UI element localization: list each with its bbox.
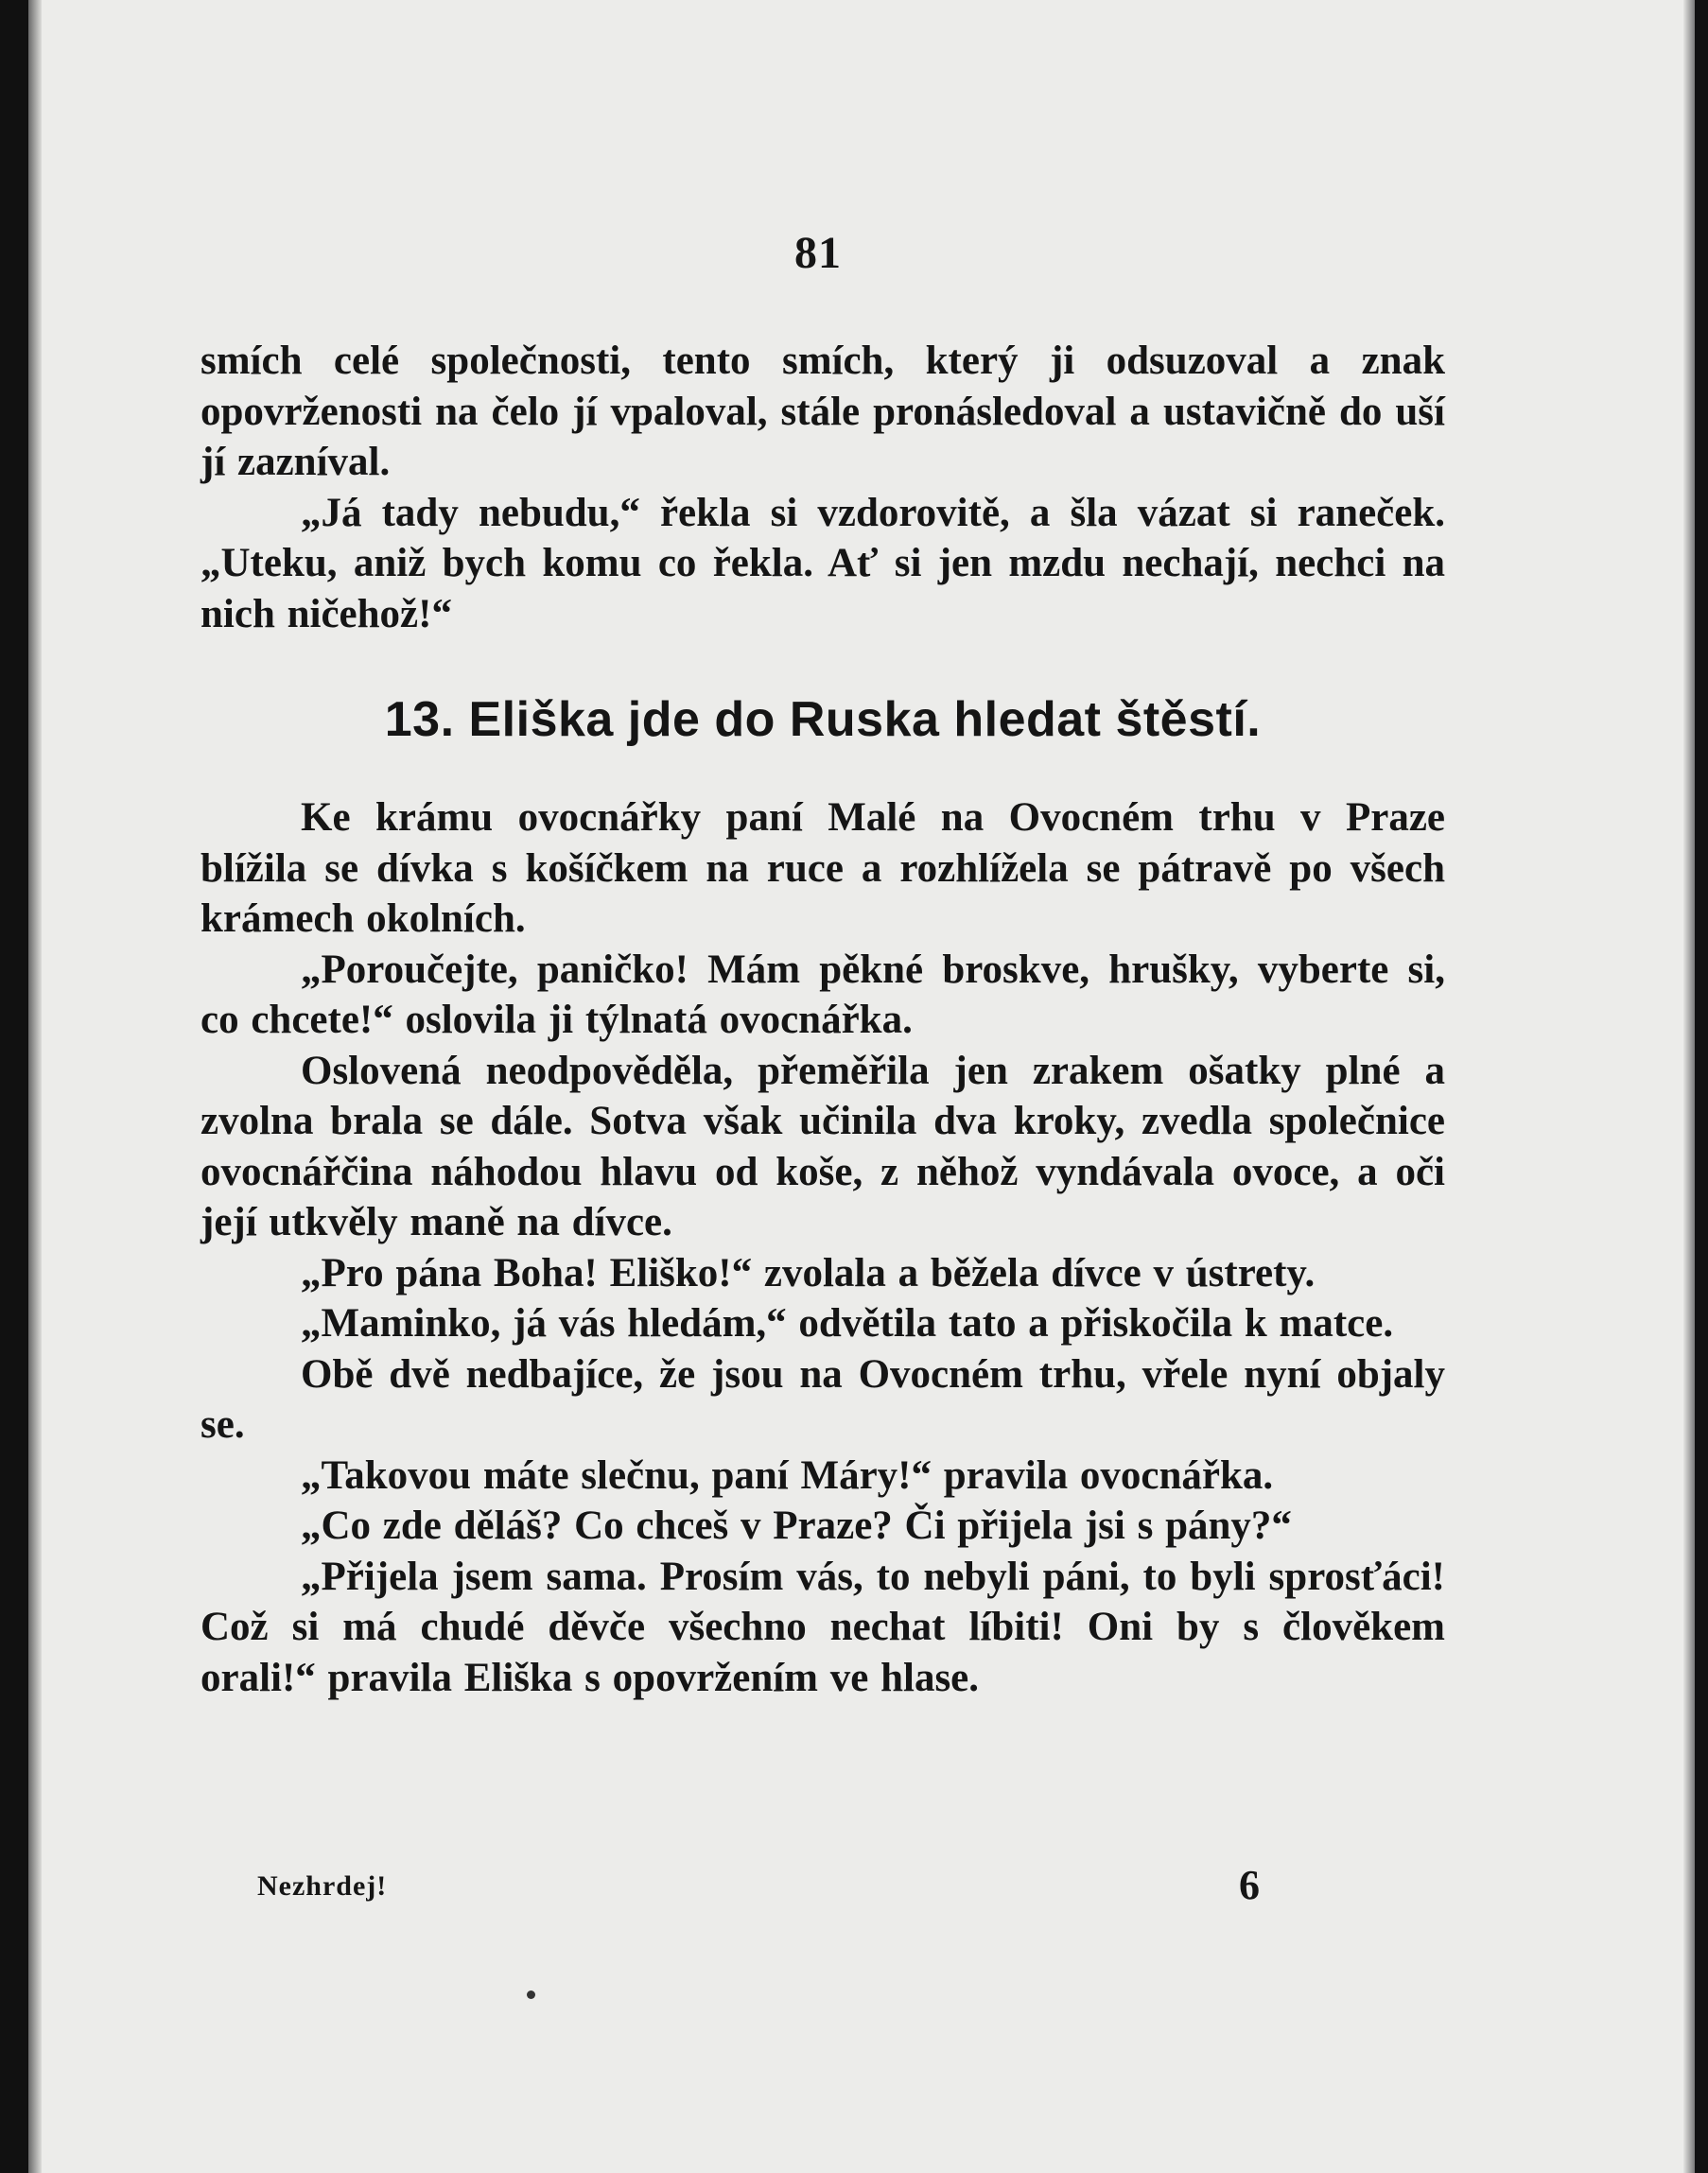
paragraph: „Já tady nebudu,“ řekla si vzdorovitě, a šla vázat si raneček. „Uteku, aniž bych komu co řekla. Ať si jen mzdu nechají, nechci na nich ničehož!“ bbox=[200, 490, 1445, 636]
paragraph: „Poroučejte, paničko! Mám pěkné broskve, hrušky, vyberte si, co chcete!“ oslovila ji týlnatá ovocnářka. bbox=[200, 947, 1445, 1042]
footer-book-title: Nezhrdej! bbox=[257, 1870, 388, 1902]
paragraph: Ke krámu ovocnářky paní Malé na Ovocném trhu v Praze blížila se dívka s košíčkem na ruce a rozhlížela se pátravě po všech krámech okolních. bbox=[200, 795, 1445, 941]
paragraph: Obě dvě nedbajíce, že jsou na Ovocném trhu, vřele nyní objaly se. bbox=[200, 1351, 1445, 1447]
paragraph: „Přijela jsem sama. Prosím vás, to nebyli páni, to byli sprosťáci! Což si má chudé děvče všechno nechat líbiti! Oni by s člověkem orali!“ pravila Eliška s opovržením ve hlase. bbox=[200, 1554, 1445, 1700]
paragraph: Oslovená neodpověděla, přeměřila jen zrakem ošatky plné a zvolna brala se dále. Sotva však učinila dva kroky, zvedla společnice ovocnářčina náhodou hlavu od koše, z něhož vyndávala ovoce, a oči její utkvěly maně na dívce. bbox=[200, 1048, 1445, 1244]
paragraph: smích celé společnosti, tento smích, který ji odsuzoval a znak opovrženosti na čelo jí vpaloval, stále pronásledoval a ustavičně do uší jí zazníval. bbox=[200, 339, 1445, 484]
scan-left-border bbox=[0, 0, 28, 2173]
page-number: 81 bbox=[794, 228, 842, 278]
scan-left-shadow bbox=[28, 0, 42, 2173]
signature-mark: 6 bbox=[1239, 1862, 1260, 1908]
paragraph: „Pro pána Boha! Eliško!“ zvolala a běžela dívce v ústrety. bbox=[301, 1250, 1316, 1295]
body-text bbox=[200, 336, 1445, 1703]
paragraph: „Takovou máte slečnu, paní Máry!“ pravila ovocnářka. bbox=[301, 1452, 1274, 1498]
paragraph: „Maminko, já vás hledám,“ odvětila tato a přiskočila k matce. bbox=[301, 1301, 1394, 1346]
ink-speck bbox=[527, 1990, 535, 1999]
paragraph: „Co zde děláš? Co chceš v Praze? Či přijela jsi s pány?“ bbox=[301, 1504, 1292, 1548]
scan-right-shadow bbox=[1683, 0, 1695, 2173]
scan-right-border bbox=[1695, 0, 1708, 2173]
chapter-heading: 13. Eliška jde do Ruska hledat štěstí. bbox=[384, 692, 1262, 747]
